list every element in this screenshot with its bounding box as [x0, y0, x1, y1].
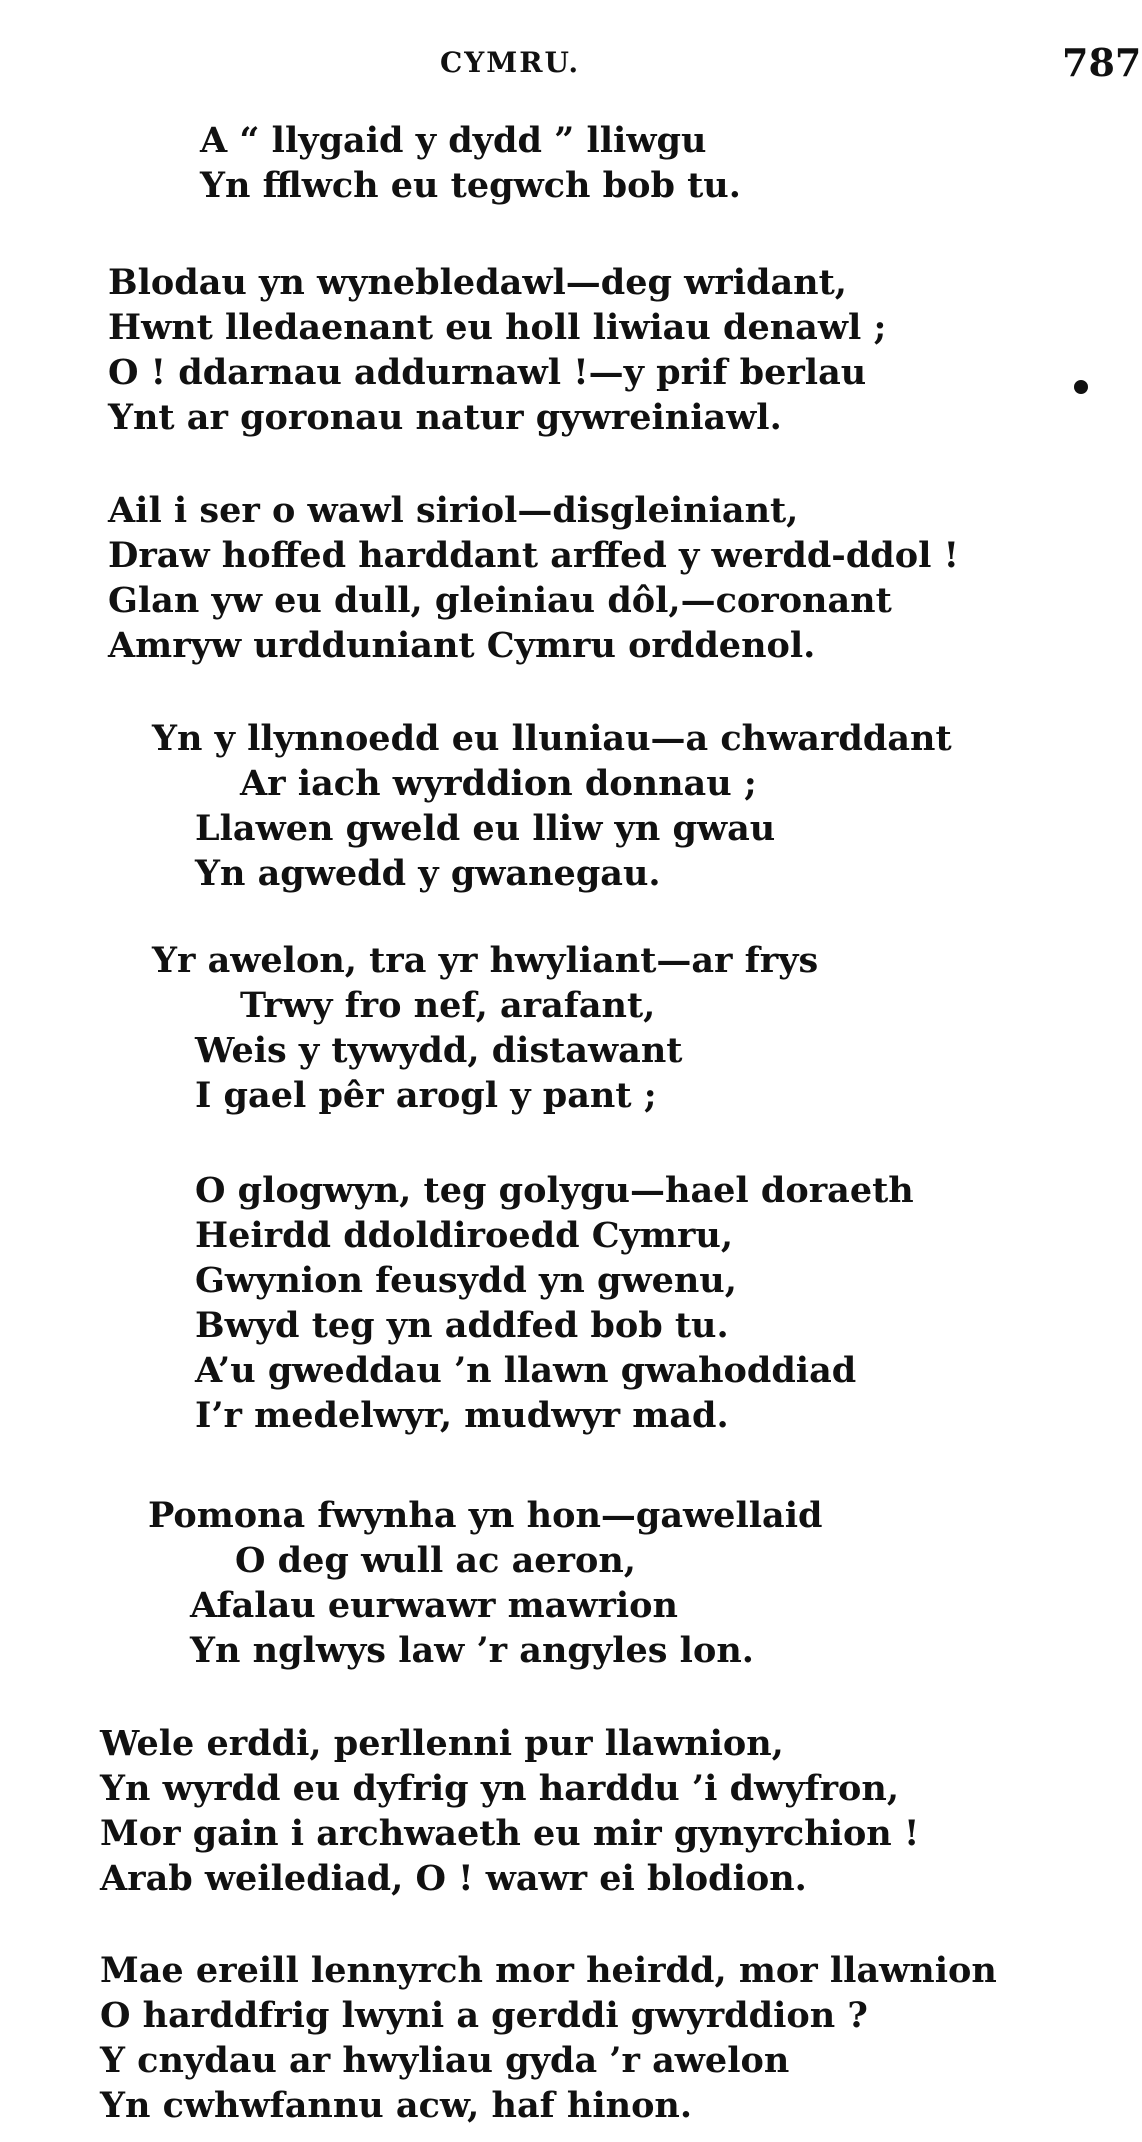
verse-line: Arab weilediad, O ! wawr ei blodion. [100, 1858, 807, 1899]
verse-line: Bwyd teg yn addfed bob tu. [195, 1305, 729, 1346]
stanza [0, 118, 741, 208]
verse-line: O deg wull ac aeron, [235, 1540, 636, 1581]
verse-line: Yn y llynnoedd eu lluniau—a chwarddant [152, 718, 952, 759]
verse-line: A “ llygaid y dydd ” lliwgu [200, 120, 707, 161]
stanza [0, 488, 959, 668]
stanza [0, 1493, 823, 1673]
verse-line: Llawen gweld eu lliw yn gwau [195, 808, 776, 849]
stanza [0, 938, 818, 1118]
verse-line: Heirdd ddoldiroedd Cymru, [195, 1215, 734, 1256]
verse-line: Ail i ser o wawl siriol—disgleiniant, [108, 490, 799, 531]
verse-line: Y cnydau ar hwyliau gyda ’r awelon [100, 2040, 790, 2081]
verse-line: Ar iach wyrddion donnau ; [240, 763, 757, 804]
verse-line: Pomona fwynha yn hon—gawellaid [148, 1495, 823, 1536]
verse-line: I gael pêr arogl y pant ; [195, 1075, 657, 1116]
verse-line: Weis y tywydd, distawant [195, 1030, 683, 1071]
verse-line: Glan yw eu dull, gleiniau dôl,—coronant [108, 580, 892, 621]
stanza [0, 260, 886, 440]
verse-line: I’r medelwyr, mudwyr mad. [195, 1395, 729, 1436]
verse-line: Yn agwedd y gwanegau. [195, 853, 661, 894]
verse-line: Draw hoffed harddant arffed y werdd-ddol ! [108, 535, 959, 576]
margin-dot [1074, 380, 1088, 394]
verse-line: Yn cwhwfannu acw, haf hinon. [100, 2085, 693, 2126]
verse-line: Mor gain i archwaeth eu mir gynyrchion ! [100, 1813, 920, 1854]
stanza [0, 1168, 914, 1438]
verse-line: Mae ereill lennyrch mor heirdd, mor llawnion [100, 1950, 997, 1991]
verse-line: Yr awelon, tra yr hwyliant—ar frys [152, 940, 819, 981]
verse-line: O glogwyn, teg golygu—hael doraeth [195, 1170, 914, 1211]
verse-line: Yn wyrdd eu dyfrig yn harddu ’i dwyfron, [100, 1768, 900, 1809]
stanza [0, 1721, 919, 1901]
running-head [0, 40, 1142, 85]
verse-line: Amryw urdduniant Cymru orddenol. [108, 625, 816, 666]
page-number: 787 [1062, 40, 1142, 85]
running-title: CYMRU. [440, 46, 581, 79]
verse-line: Ynt ar goronau natur gywreiniawl. [108, 397, 782, 438]
verse-line: O ! ddarnau addurnawl !—y prif berlau [108, 352, 867, 393]
verse-line: O harddfrig lwyni a gerddi gwyrddion ? [100, 1995, 868, 2036]
stanza [0, 1948, 997, 2128]
verse-line: Wele erddi, perllenni pur llawnion, [100, 1723, 784, 1764]
verse-line: A’u gweddau ’n llawn gwahoddiad [195, 1350, 857, 1391]
verse-line: Hwnt lledaenant eu holl liwiau denawl ; [108, 307, 887, 348]
verse-line: Afalau eurwawr mawrion [190, 1585, 678, 1626]
verse-line: Yn fflwch eu tegwch bob tu. [200, 165, 741, 206]
verse-line: Trwy fro nef, arafant, [240, 985, 656, 1026]
verse-line: Yn nglwys law ’r angyles lon. [190, 1630, 754, 1671]
stanza [0, 716, 952, 896]
verse-line: Blodau yn wynebledawl—deg wridant, [108, 262, 847, 303]
verse-line: Gwynion feusydd yn gwenu, [195, 1260, 737, 1301]
